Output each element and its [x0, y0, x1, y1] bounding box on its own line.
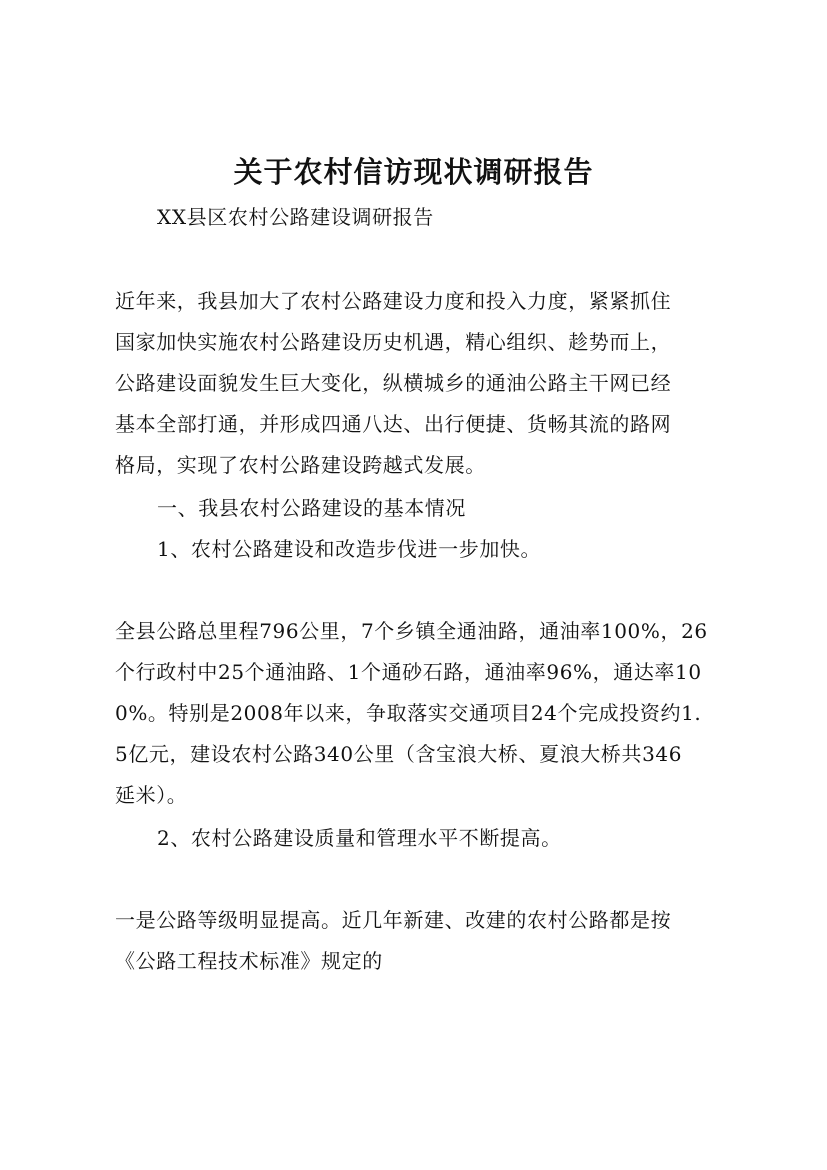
section-heading-1: 一、我县农村公路建设的基本情况 [157, 496, 466, 520]
paragraph-1-line-1: 近年来，我县加大了农村公路建设力度和投入力度，紧紧抓住 [115, 289, 672, 313]
paragraph-2-line-5: 延米）。 [115, 783, 188, 807]
paragraph-1-line-4: 基本全部打通，并形成四通八达、出行便捷、货畅其流的路网 [115, 412, 672, 436]
document-subtitle: XX县区农村公路建设调研报告 [157, 205, 434, 229]
paragraph-1-line-5: 格局，实现了农村公路建设跨越式发展。 [115, 453, 486, 477]
document-title: 关于农村信访现状调研报告 [233, 155, 594, 189]
paragraph-2-line-4: 5亿元，建设农村公路340公里（含宝浪大桥、夏浪大桥共346 [115, 742, 683, 766]
paragraph-2-line-3: 0%。特别是2008年以来，争取落实交通项目24个完成投资约1. [115, 701, 702, 725]
paragraph-3-line-1: 一是公路等级明显提高。近几年新建、改建的农村公路都是按 [115, 908, 672, 932]
subsection-heading-1: 1、农村公路建设和改造步伐进一步加快。 [157, 537, 542, 561]
paragraph-2-line-1: 全县公路总里程796公里，7个乡镇全通油路，通油率100%，26 [115, 619, 708, 643]
paragraph-1-line-2: 国家加快实施农村公路建设历史机遇，精心组织、趁势而上， [115, 330, 672, 354]
paragraph-2-line-2: 个行政村中25个通油路、1个通砂石路，通油率96%，通达率10 [115, 660, 702, 684]
subsection-heading-2: 2、农村公路建设质量和管理水平不断提高。 [157, 826, 562, 850]
paragraph-3-line-2: 《公路工程技术标准》规定的 [115, 949, 383, 973]
paragraph-1-line-3: 公路建设面貌发生巨大变化，纵横城乡的通油公路主干网已经 [115, 371, 672, 395]
